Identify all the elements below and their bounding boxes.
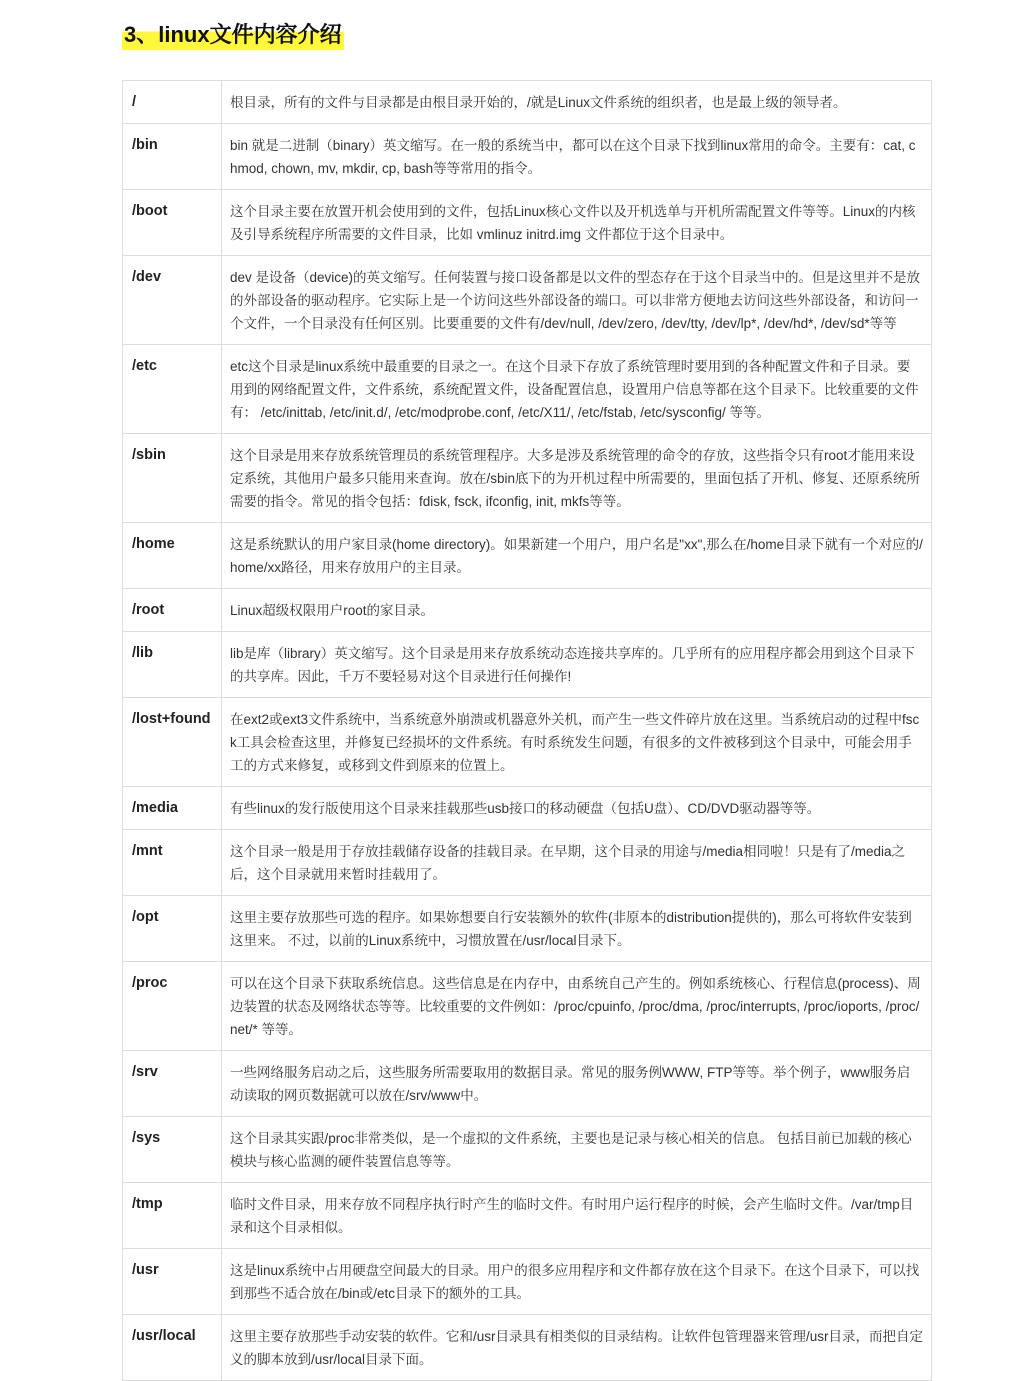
table-row: [123, 1117, 932, 1183]
directory-description: 根目录，所有的文件与目录都是由根目录开始的，/就是Linux文件系统的组织者，也是最上级的领导者。: [222, 81, 932, 124]
directory-description: 这个目录其实跟/proc非常类似，是一个虚拟的文件系统，主要也是记录与核心相关的信息。 包括目前已加载的核心模块与核心监测的硬件装置信息等等。: [222, 1117, 932, 1183]
directory-path: /sbin: [123, 434, 222, 523]
directory-description: lib是库（library）英文缩写。这个目录是用来存放系统动态连接共享库的。几乎所有的应用程序都会用到这个目录下的共享库。因此，千万不要轻易对这个目录进行任何操作!: [222, 632, 932, 698]
directory-description: 这个目录主要在放置开机会使用到的文件，包括Linux核心文件以及开机选单与开机所需配置文件等等。Linux的内核及引导系统程序所需要的文件目录，比如 vmlinuz initrd.img 文件都位于这个目录中。: [222, 190, 932, 256]
table-row: [123, 589, 932, 632]
table-row: [123, 1051, 932, 1117]
directory-path: /lib: [123, 632, 222, 698]
directory-path: /root: [123, 589, 222, 632]
table-row: [123, 698, 932, 787]
table-row: [123, 256, 932, 345]
table-row: [123, 632, 932, 698]
directory-path: /srv: [123, 1051, 222, 1117]
directory-description: 这个目录是用来存放系统管理员的系统管理程序。大多是涉及系统管理的命令的存放，这些指令只有root才能用来设定系统，其他用户最多只能用来查询。放在/sbin底下的为开机过程中所需要的，里面包括了开机、修复、还原系统所需要的指令。常见的指令包括：fdisk, fsck, ifconfig, init, mkfs等等。: [222, 434, 932, 523]
directory-description: 这是linux系统中占用硬盘空间最大的目录。用户的很多应用程序和文件都存放在这个目录下。在这个目录下，可以找到那些不适合放在/bin或/etc目录下的额外的工具。: [222, 1249, 932, 1315]
directory-description: Linux超级权限用户root的家目录。: [222, 589, 932, 632]
table-row: [123, 896, 932, 962]
table-row: [123, 523, 932, 589]
table-row: [123, 1315, 932, 1381]
directory-path: /etc: [123, 345, 222, 434]
directory-description: dev 是设备（device)的英文缩写。任何装置与接口设备都是以文件的型态存在于这个目录当中的。但是这里并不是放的外部设备的驱动程序。它实际上是一个访问这些外部设备的端口。可以非常方便地去访问这些外部设备，和访问一个文件，一个目录没有任何区别。比要重要的文件有/dev/null, /dev/zero, /dev/tty, /dev/lp*, /dev/hd*, /dev/sd*等等: [222, 256, 932, 345]
directory-description: 这里主要存放那些手动安装的软件。它和/usr目录具有相类似的目录结构。让软件包管理器来管理/usr目录，而把自定义的脚本放到/usr/local目录下面。: [222, 1315, 932, 1381]
directory-description: 临时文件目录，用来存放不同程序执行时产生的临时文件。有时用户运行程序的时候，会产生临时文件。/var/tmp目录和这个目录相似。: [222, 1183, 932, 1249]
directory-table: [122, 80, 932, 1381]
directory-table-body: [123, 81, 932, 1381]
directory-description: 有些linux的发行版使用这个目录来挂载那些usb接口的移动硬盘（包括U盘）、CD/DVD驱动器等等。: [222, 787, 932, 830]
table-row: [123, 1249, 932, 1315]
directory-description: etc这个目录是linux系统中最重要的目录之一。在这个目录下存放了系统管理时要用到的各种配置文件和子目录。要用到的网络配置文件，文件系统，系统配置文件，设备配置信息，设置用户信息等都在这个目录下。比较重要的文件有： /etc/inittab, /etc/init.d/, /etc/modprobe.conf, /etc/X11/, /etc/fstab, /etc/sysconfig/ 等等。: [222, 345, 932, 434]
directory-path: /dev: [123, 256, 222, 345]
directory-path: /opt: [123, 896, 222, 962]
table-row: [123, 81, 932, 124]
table-row: [123, 830, 932, 896]
directory-description: 这个目录一般是用于存放挂载储存设备的挂载目录。在早期，这个目录的用途与/media相同啦！只是有了/media之后，这个目录就用来暂时挂载用了。: [222, 830, 932, 896]
directory-path: /: [123, 81, 222, 124]
table-row: [123, 787, 932, 830]
page-title: 3、linux文件内容介绍: [122, 20, 344, 50]
directory-description: 这里主要存放那些可选的程序。如果妳想要自行安装额外的软件(非原本的distribution提供的)，那么可将软件安装到这里来。 不过，以前的Linux系统中，习惯放置在/usr/local目录下。: [222, 896, 932, 962]
table-row: [123, 962, 932, 1051]
table-row: [123, 345, 932, 434]
directory-path: /bin: [123, 124, 222, 190]
directory-path: /tmp: [123, 1183, 222, 1249]
directory-path: /proc: [123, 962, 222, 1051]
directory-description: 一些网络服务启动之后，这些服务所需要取用的数据目录。常见的服务例WWW, FTP等等。举个例子，www服务启动读取的网页数据就可以放在/srv/www中。: [222, 1051, 932, 1117]
table-row: [123, 190, 932, 256]
table-row: [123, 1183, 932, 1249]
table-row: [123, 124, 932, 190]
table-row: [123, 434, 932, 523]
directory-path: /mnt: [123, 830, 222, 896]
directory-description: 可以在这个目录下获取系统信息。这些信息是在内存中，由系统自己产生的。例如系统核心、行程信息(process)、周边装置的状态及网络状态等等。比较重要的文件例如：/proc/cpuinfo, /proc/dma, /proc/interrupts, /proc/ioports, /proc/net/* 等等。: [222, 962, 932, 1051]
directory-path: /usr: [123, 1249, 222, 1315]
directory-path: /sys: [123, 1117, 222, 1183]
directory-path: /home: [123, 523, 222, 589]
directory-description: bin 就是二进制（binary）英文缩写。在一般的系统当中，都可以在这个目录下找到linux常用的命令。主要有：cat, chmod, chown, mv, mkdir, cp, bash等等常用的指令。: [222, 124, 932, 190]
directory-path: /lost+found: [123, 698, 222, 787]
directory-path: /boot: [123, 190, 222, 256]
directory-description: 这是系统默认的用户家目录(home directory)。如果新建一个用户，用户名是"xx",那么在/home目录下就有一个对应的/home/xx路径，用来存放用户的主目录。: [222, 523, 932, 589]
directory-path: /media: [123, 787, 222, 830]
directory-path: /usr/local: [123, 1315, 222, 1381]
directory-description: 在ext2或ext3文件系统中，当系统意外崩溃或机器意外关机，而产生一些文件碎片放在这里。当系统启动的过程中fsck工具会检查这里，并修复已经损坏的文件系统。有时系统发生问题，有很多的文件被移到这个目录中，可能会用手工的方式来修复，或移到文件到原来的位置上。: [222, 698, 932, 787]
